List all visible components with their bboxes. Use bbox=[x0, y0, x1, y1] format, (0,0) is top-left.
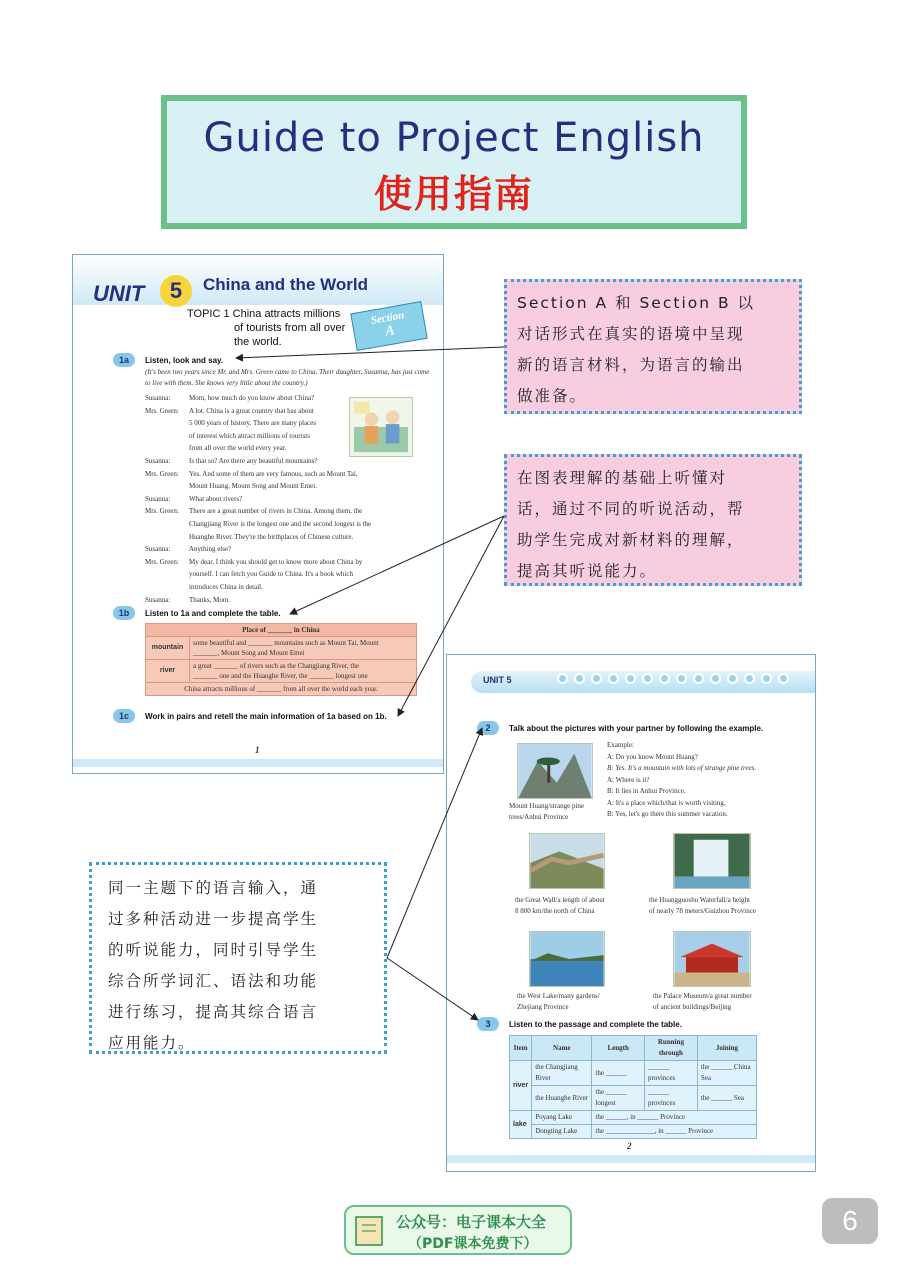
callout-listening: 在图表理解的基础上听懂对 话，通过不同的听说活动，帮 助学生完成对新材料的理解， 提高其听说能力。 bbox=[504, 454, 802, 586]
dialogue-line: Mount Huang, Mount Song and Mount Emei. bbox=[189, 482, 317, 491]
arrow-to-1a bbox=[236, 347, 504, 358]
callout-integrated: 同一主题下的语言输入，通 过多种活动进一步提高学生 的听说能力，同时引导学生 综合所学词汇、语法和功能 进行练习，提高其综合语言 应用能力。 bbox=[89, 862, 387, 1054]
intro-text: (It's been two years since Mr. and Mrs. Green came to China. Their daughter, Susanna, has just come to live with them. She knows very little about the country.) bbox=[145, 368, 430, 387]
instruction-1c: Work in pairs and retell the main information of 1a based on 1b. bbox=[145, 712, 387, 721]
dialogue-line: yourself. I can fetch you Guide to China. It's a book which bbox=[189, 570, 353, 579]
dialogue-line: Huanghe River. They're the birthplaces of Chinese culture. bbox=[189, 532, 354, 541]
instruction-1a: Listen, look and say. bbox=[145, 356, 224, 365]
dialogue-line: Susanna: Mom, how much do you know about China? bbox=[145, 394, 315, 402]
tag-1c: 1c bbox=[113, 709, 135, 723]
dialogue-line: from all over the world every year. bbox=[189, 444, 287, 453]
book-icon bbox=[354, 1213, 388, 1249]
table-row: the Huanghe River the ______ longest ______ provinces the ______ Sea bbox=[510, 1086, 757, 1111]
tag-1a: 1a bbox=[113, 353, 135, 367]
unit-number: 5 bbox=[160, 275, 192, 307]
dialogue-line: Mrs. Green: A lot. China is a great country that has about bbox=[145, 406, 314, 415]
tag-2: 2 bbox=[477, 721, 499, 735]
section-sign-word: Section bbox=[370, 309, 406, 327]
unit-word: UNIT bbox=[93, 281, 145, 306]
tag-1b: 1b bbox=[113, 606, 135, 620]
dialogue-line: Susanna: What about rivers? bbox=[145, 494, 243, 503]
callout-section-ab: Section A 和 Section B 以 对话形式在真实的语境中呈现 新的语言材料，为语言的输出 做准备。 bbox=[504, 279, 802, 414]
dialogue-line: Susanna: Is that so? Are there any beautiful mountains? bbox=[145, 456, 318, 465]
page2-number: 2 bbox=[627, 1141, 632, 1151]
table-footer: China attracts millions of _______ from all over the world each year. bbox=[146, 683, 417, 696]
watermark-line-1: 公众号：电子课本大全 bbox=[396, 1213, 547, 1231]
page1-number: 1 bbox=[255, 745, 260, 755]
table-row: lake Poyang Lake the ______, in ______ Province bbox=[510, 1111, 757, 1125]
dialogue-line: Mrs. Green: There are a great number of rivers in China. Among them, the bbox=[145, 507, 363, 516]
unit-title: China and the World bbox=[203, 275, 368, 294]
caption-huang: Mount Huang/strange pine trees/Anhui Province bbox=[509, 802, 585, 821]
caption-wall: the Great Wall/a length of about 8 800 km/the north of China bbox=[515, 896, 605, 915]
dialogue-line: introduces China in detail. bbox=[189, 582, 263, 591]
topic-line-2: of tourists from all over bbox=[234, 322, 346, 334]
dialogue-line: Susanna: Thanks, Mom. bbox=[145, 595, 231, 604]
dialogue-line: Mrs. Green: Yes. And some of them are very famous, such as Mount Tai, bbox=[145, 469, 358, 478]
arrow-to-2 bbox=[387, 728, 482, 958]
caption-waterfall: the Huangguoshu Waterfall/a height of nearly 78 meters/Guizhou Province bbox=[649, 896, 756, 915]
title-english: Guide to Project English bbox=[203, 115, 705, 161]
table-row: river the Changjiang River the ______ ______ provinces the ______ China Sea bbox=[510, 1061, 757, 1086]
table-row: mountain some beautiful and _______ mountains such as Mount Tai, Mount _______, Mount Song and Mount Emei bbox=[146, 637, 417, 660]
dialogue-line: Mrs. Green: My dear, I think you should get to know more about China by bbox=[145, 557, 363, 566]
topic-line-1: TOPIC 1 China attracts millions bbox=[187, 308, 341, 320]
page-number-badge: 6 bbox=[822, 1198, 878, 1244]
instruction-1b: Listen to 1a and complete the table. bbox=[145, 609, 281, 618]
instruction-3: Listen to the passage and complete the table. bbox=[509, 1020, 682, 1029]
caption-palace: the Palace Museum/a great number of ancient buildings/Beijing bbox=[653, 992, 752, 1011]
arrow-to-1c bbox=[398, 516, 504, 716]
watermark-line-2: （PDF课本免费下） bbox=[408, 1236, 538, 1252]
dialogue-line: Changjiang River is the longest one and the second longest is the bbox=[189, 519, 372, 528]
topic-line-3: the world. bbox=[234, 336, 282, 348]
example-dialogue: Example: A: Do you know Mount Huang? B: Yes. It's a mountain with lots of strange pine trees. A: Where is it? B: It lies in Anhui Province. A: It's a place which/that is worth visiting. B: Yes, let's go there this summer vacation. bbox=[607, 741, 757, 818]
title-chinese: 使用指南 bbox=[373, 172, 534, 216]
watermark-logo bbox=[344, 1205, 572, 1255]
page2-unit: UNIT 5 bbox=[483, 675, 512, 685]
table-header: Place of _______ in China bbox=[146, 624, 417, 637]
table-row: Dongting Lake the ______________, in ______ Province bbox=[510, 1125, 757, 1139]
dialogue-line: Susanna: Anything else? bbox=[145, 545, 232, 554]
arrow-to-3 bbox=[387, 958, 478, 1020]
dialogue-line: of interest which attract millions of tourists bbox=[189, 431, 310, 440]
table-3: Item Name Length Running through Joining river the Changjiang River the ______ ______ provinces the ______ China Sea the Huanghe River the ______ longest ______ provinces the ______ Sea lake Poyang Lake the ______, in ______ Province Dongting Lake the ______________, in ______ Province bbox=[509, 1035, 757, 1139]
tag-3: 3 bbox=[477, 1017, 499, 1031]
caption-lake: the West Lake/many gardens/ Zhejiang Province bbox=[517, 992, 600, 1011]
section-sign-letter: A bbox=[384, 323, 396, 340]
dialogue-line: 5 000 years of history. There are many places bbox=[189, 419, 317, 428]
arrow-to-1b bbox=[290, 516, 504, 614]
table-row: river a great _______ of rivers such as the Changjiang River, the _______ one and the Huanghe River, the _______ longest one bbox=[146, 660, 417, 683]
instruction-2: Talk about the pictures with your partner by following the example. bbox=[509, 724, 764, 733]
